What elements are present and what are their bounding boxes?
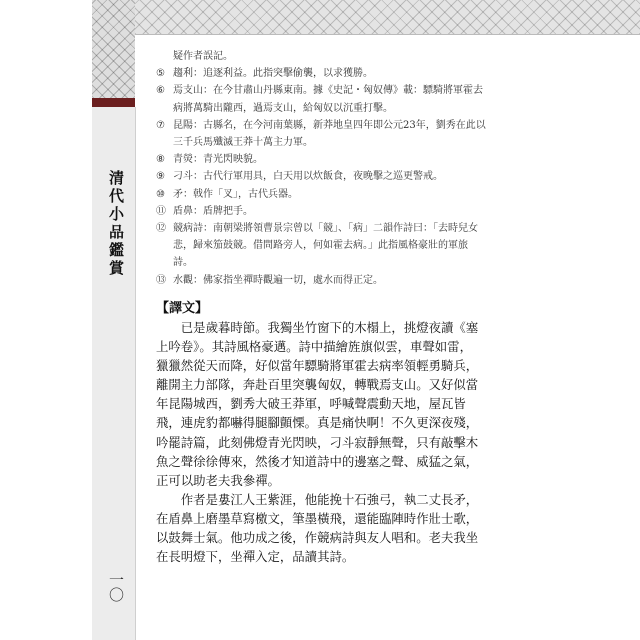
note-number: ⑫	[156, 223, 166, 235]
translation-paragraph: 作者是婁江人王紫涯，他能挽十石強弓，執二丈長矛，在盾鼻上磨墨草寫檄文，筆墨橫飛，還能臨陣時作壯士歌，以鼓舞士氣。他功成之後，作競病詩與友人唱和。老夫我坐在長明燈下，坐禪入定，品讀其詩。	[156, 491, 479, 565]
note-item	[156, 151, 486, 168]
left-accent-bar	[92, 98, 135, 107]
note-item	[156, 65, 486, 82]
note-number: ⑦	[156, 119, 165, 131]
note-text: 競病詩：南朝梁將領曹景宗曾以「競」、「病」二韻作詩曰：「去時兒女悲，歸來笳鼓競。借問路旁人，何如霍去病。」此指風格豪壯的軍旅詩。	[173, 223, 478, 269]
translation-header: 【譯文】	[156, 301, 209, 316]
translation-paragraph: 已是歲暮時節。我獨坐竹窗下的木榻上，挑燈夜讀《塞上吟卷》。其詩風格豪邁。詩中描繪旌旗似雲，車聲如雷，獵獵然從天而降，好似當年驃騎將軍霍去病率領輕勇騎兵，離開主力部隊，奔赴百里突襲匈奴，轉戰焉支山。又好似當年昆陽城西，劉秀大破王莽軍，呼喊聲震動天地，屋瓦皆飛，連虎豹都嚇得腿腳顫慄。真是痛快啊！不久更深夜殘，吟罷詩篇，此刻佛燈青光閃映，刁斗寂靜無聲，只有敲擊木魚之聲徐徐傳來，然後才知道詩中的邊塞之聲、威猛之氣，正可以助老夫我參禪。	[156, 320, 479, 488]
note-number: ⑧	[156, 154, 165, 166]
note-continuation	[156, 48, 486, 65]
note-text: 青熒：青光閃映貌。	[173, 154, 263, 166]
top-decorative-band	[135, 0, 640, 35]
note-item	[156, 168, 486, 185]
note-item	[156, 220, 486, 272]
page-number: 一〇	[107, 572, 125, 602]
note-text: 盾鼻：盾牌把手。	[173, 205, 253, 217]
note-number: ⑥	[156, 85, 165, 97]
note-number: ⑤	[156, 68, 165, 80]
note-number: ⑪	[156, 205, 166, 217]
translation-body	[156, 318, 484, 566]
note-item	[156, 117, 486, 151]
note-text: 焉支山：在今甘肅山丹縣東南。據《史記・匈奴傳》載：驃騎將軍霍去病將萬騎出隴西，過焉支山，給匈奴以沉重打擊。	[173, 85, 483, 114]
note-item	[156, 82, 486, 116]
note-number: ⑩	[156, 188, 165, 200]
note-item	[156, 272, 486, 289]
note-text: 昆陽：古縣名，在今河南葉縣，新莽地皇四年即公元23年，劉秀在此以三千兵馬殲滅王莽十萬主力軍。	[173, 119, 486, 149]
note-item	[156, 203, 486, 220]
note-number: ⑬	[156, 274, 166, 286]
note-text: 疑作者誤記。	[173, 51, 233, 62]
note-number: ⑨	[156, 171, 165, 183]
series-title: 清代小品鑑賞	[107, 170, 125, 278]
note-text: 刁斗：古代行軍用具，白天用以炊飯食，夜晚擊之巡更警戒。	[173, 171, 443, 183]
note-text: 矛：戟作「叉」，古代兵器。	[173, 188, 298, 200]
note-item	[156, 186, 486, 203]
notes-section	[156, 48, 486, 289]
note-text: 水觀：佛家指坐禪時觀遍一切，處水而得正定。	[173, 274, 383, 286]
note-text: 趨利：追逐利益。此指突擊偷襲，以求獲勝。	[173, 68, 373, 80]
